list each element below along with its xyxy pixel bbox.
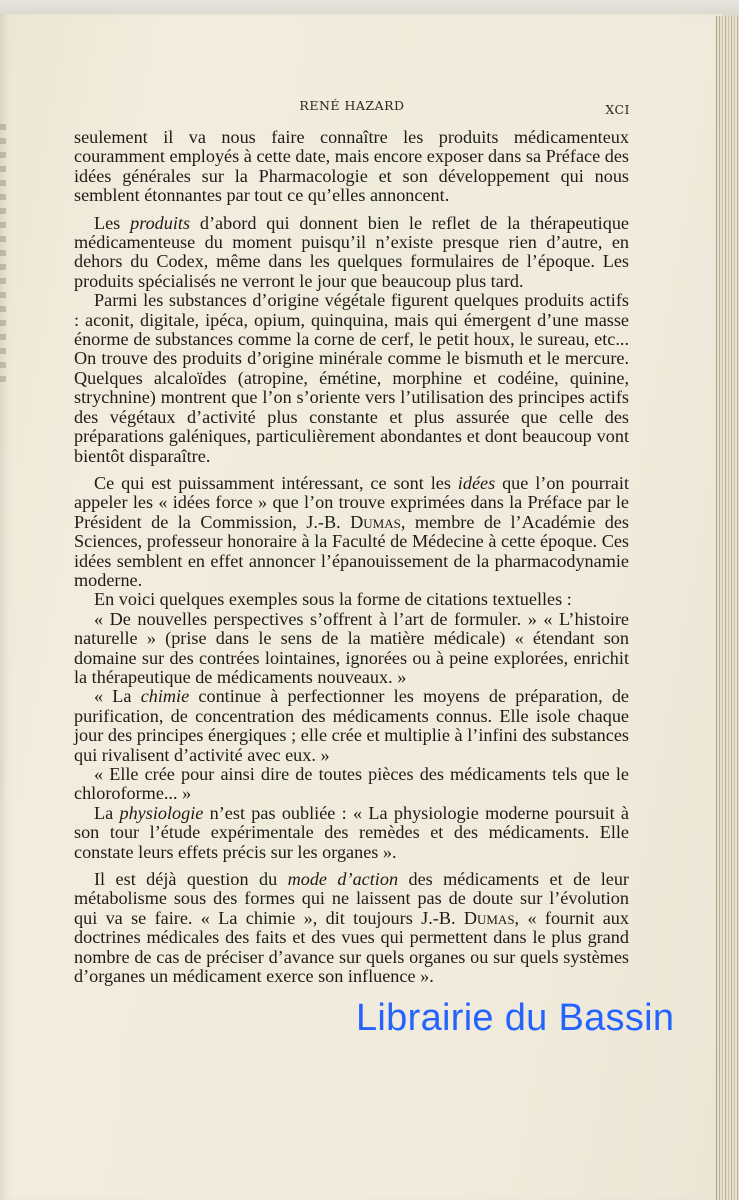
text-run: que l’on pourrait appeler les « idées force » que l’on trouve exprimées dans la Préface par le Président de la Commission, J.-B. xyxy=(74,472,629,532)
text-run: Parmi les substances d’origine végétale figurent quelques produits actifs : aconit, digitale, ipéca, opium, quinquina, mais qui émergent d’une masse énorme de substances comme la corne de cerf, le petit houx, le sureau, etc... On trouve des produits d’origine minérale comme le bismuth et le mercure. Quelques alcaloïdes (atropine, émétine, morphine et codéine, quinine, strychnine) montrent que l’on s’oriente vers l’utilisation des principes actifs des végétaux d’activité plus constante et plus assurée que celle des préparations galéniques, particulièrement abondantes et dont beaucoup vont bientôt disparaître. xyxy=(74,290,629,466)
text-run: « La xyxy=(94,686,141,707)
running-head-title: RENÉ HAZARD xyxy=(299,98,405,113)
italic-term: idées xyxy=(457,472,496,493)
text-run: La xyxy=(94,802,120,823)
italic-term: produits xyxy=(130,212,191,233)
italic-term: mode d’action xyxy=(287,869,399,890)
binding-edge xyxy=(0,124,6,384)
text-run: Les xyxy=(94,212,131,233)
text-run: des médicaments et de leur métabolisme sous des formes qui ne laissent pas de doute sur l’évolution qui va se faire. « La chimie », dit toujours J.-B. xyxy=(74,869,629,928)
text-run: « De nouvelles perspectives s’offrent à l’art de formuler. » « L’histoire naturelle » (prise dans le sens de la matière médicale) « étendant son domaine sur des contrées lointaines, ignorées ou à peine explorées, enrichit la thérapeutique de médicaments nouveaux. » xyxy=(74,608,629,687)
paragraph xyxy=(74,765,629,804)
body-text xyxy=(74,128,629,986)
text-run: n’est pas oubliée : « La physiologie moderne poursuit à son tour l’étude expérimentale des remèdes et des médicaments. Elle constate leurs effets précis sur les organes ». xyxy=(74,802,629,862)
paragraph xyxy=(74,610,629,688)
text-run: d’abord qui donnent bien le reflet de la thérapeutique médicamenteuse du moment puisqu’il n’existe presque rien d’autre, en dehors du Codex, même dans les quelques formulaires de l’époque. Les produits spécialisés ne verront le jour que beaucoup plus tard. xyxy=(74,212,629,291)
text-run: Ce qui est puissamment intéressant, ce sont les xyxy=(94,472,458,493)
paragraph xyxy=(74,291,629,466)
watermark: Librairie du Bassin xyxy=(356,997,675,1039)
paragraph xyxy=(74,590,629,609)
paragraph xyxy=(74,128,629,206)
paragraph xyxy=(74,687,629,765)
page-number: XCI xyxy=(605,102,630,117)
page-stack-edge xyxy=(716,16,739,1200)
italic-term: physiologie xyxy=(119,802,204,823)
text-run: « Elle crée pour ainsi dire de toutes pièces des médicaments tels que le chloroforme... » xyxy=(74,764,629,804)
author-name: Dumas xyxy=(463,907,515,928)
text-run: , « fournit aux doctrines médicales des faits et des vues qui permettent dans le plus grand nombre de cas de préciser d’avance sur quels organes ou sur quels systèmes d’organes un médicament exerce son influence ». xyxy=(74,907,629,987)
paragraph xyxy=(74,870,629,986)
paragraph xyxy=(74,214,629,292)
text-run: En voici quelques exemples sous la forme de citations textuelles : xyxy=(94,589,572,610)
paragraph xyxy=(74,804,629,862)
text-run: Il est déjà question du xyxy=(94,869,288,890)
paragraph xyxy=(74,474,629,590)
text-run: seulement il va nous faire connaître les produits médicamenteux couramment employés à cette date, mais encore exposer dans sa Préface des idées générales sur la Pharmacologie et son développement qui nous semblent étonnantes par tout ce qu’elles annoncent. xyxy=(74,127,629,206)
italic-term: chimie xyxy=(140,686,190,707)
text-run: continue à perfectionner les moyens de préparation, de purification, de concentration des médicaments connus. Elle isole chaque jour des principes énergiques ; elle crée et multiplie à l’infini des substances qui rivalisent d’activité avec eux. » xyxy=(74,686,629,765)
author-name: Dumas xyxy=(350,511,401,532)
text-run: , membre de l’Académie des Sciences, professeur honoraire à la Faculté de Médecine à cette époque. Ces idées semblent en effet annoncer l’épanouissement de la pharmacodynamie moderne. xyxy=(74,511,630,590)
